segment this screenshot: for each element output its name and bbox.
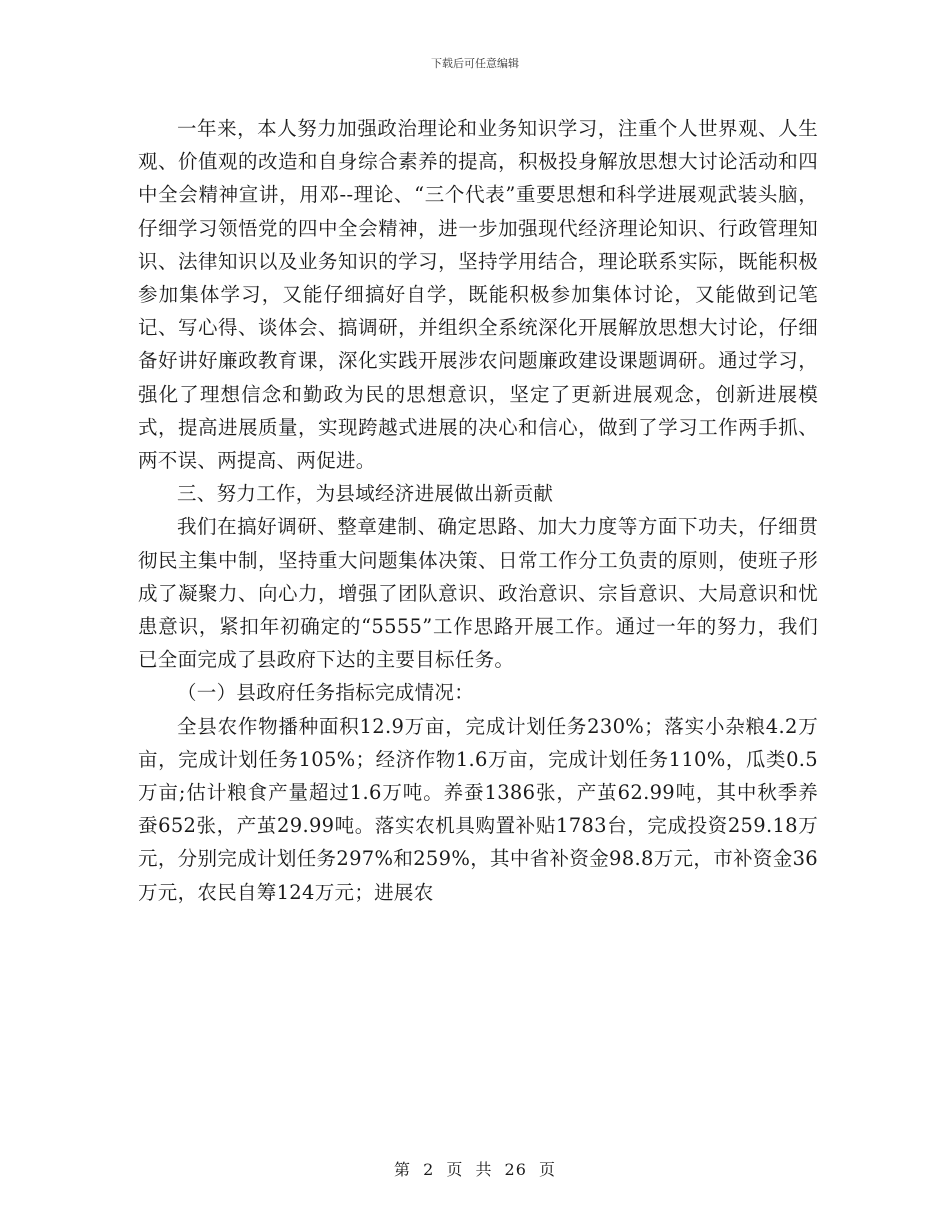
section-heading-work: 三、努力工作，为县域经济进展做出新贡献 xyxy=(177,482,554,506)
paragraph-study: 一年来，本人努力加强政治理论和业务知识学习，注重个人世界观、人生观、价值观的改造和自身综合素养的提高，积极投身解放思想大讨论活动和四中全会精神宣讲，用邓--理论、“三个代表”重要思想和科学进展观武装头脑，仔细学习领悟党的四中全会精神，进一步加强现代经济理论知识、行政管理知识、法律知识以及业务知识的学习，坚持学用结合，理论联系实际，既能积极参加集体学习，又能仔细搞好自学，既能积极参加集体讨论，又能做到记笔记、写心得、谈体会、搞调研，并组织全系统深化开展解放思想大讨论，仔细备好讲好廉政教育课，深化实践开展涉农问题廉政建设课题调研。通过学习，强化了理想信念和勤政为民的思想意识，坚定了更新进展观念，创新进展模式，提高进展质量，实现跨越式进展的决心和信心，做到了学习工作两手抓、两不误、两提高、两促进。 xyxy=(138,117,818,473)
document-body xyxy=(138,112,818,909)
subsection-heading-targets: （一）县政府任务指标完成情况： xyxy=(177,681,475,705)
paragraph-work: 我们在搞好调研、整章建制、确定思路、加大力度等方面下功夫，仔细贯彻民主集中制，坚持重大问题集体决策、日常工作分工负责的原则，使班子形成了凝聚力、向心力，增强了团队意识、政治意识、宗旨意识、大局意识和忧患意识，紧扣年初确定的“5555”工作思路开展工作。通过一年的努力，我们已全面完成了县政府下达的主要目标任务。 xyxy=(138,515,818,672)
paragraph-targets: 全县农作物播种面积12.9万亩，完成计划任务230%；落实小杂粮4.2万亩，完成计划任务105%；经济作物1.6万亩，完成计划任务110%，瓜类0.5万亩;估计粮食产量超过1.6万吨。养蚕1386张，产茧62.99吨，其中秋季养蚕652张，产茧29.99吨。落实农机具购置补贴1783台，完成投资259.18万元，分别完成计划任务297%和259%，其中省补资金98.8万元，市补资金36万元，农民自筹124万元；进展农 xyxy=(138,714,818,904)
page-footer: 第 2 页 共 26 页 xyxy=(394,1160,556,1179)
page-header: 下载后可任意编辑 xyxy=(431,57,519,70)
